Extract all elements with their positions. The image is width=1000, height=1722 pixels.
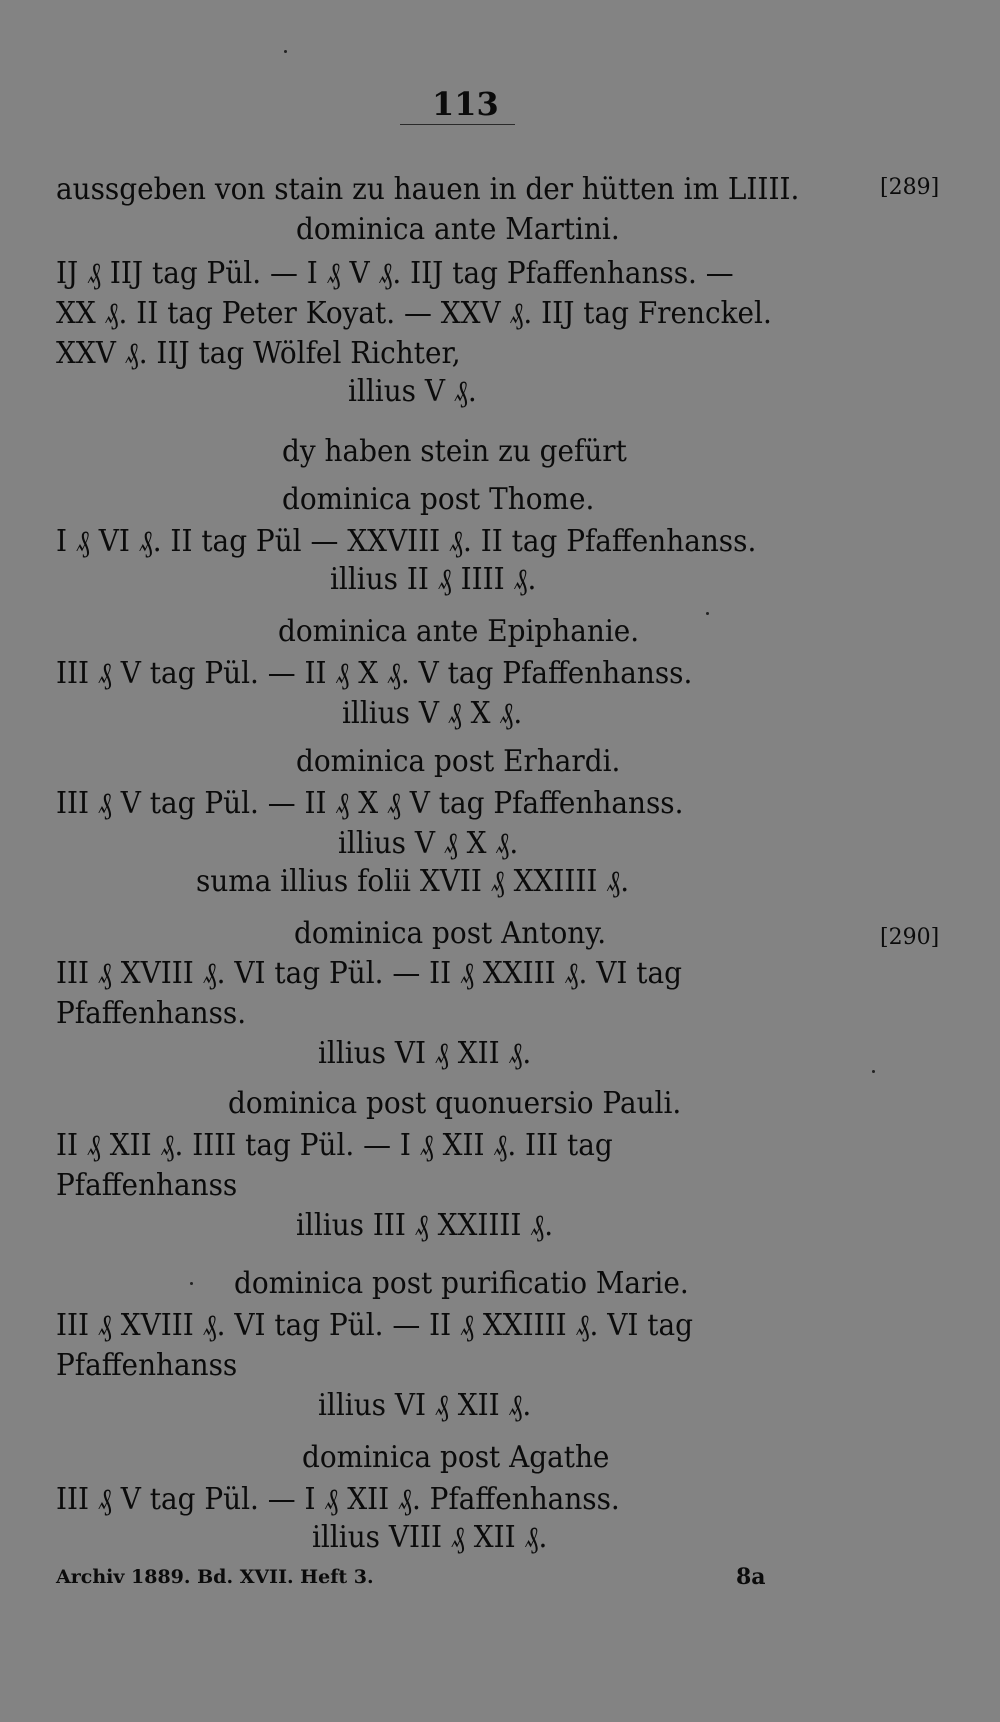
printer-signature-mark: 8a <box>736 1564 766 1590</box>
text-line: III ₰ V tag Pül. — II ₰ X ₰ V tag Pfaffenhanss. <box>56 786 684 821</box>
text-line: dominica post Agathe <box>302 1440 610 1475</box>
scan-speck <box>190 1282 193 1285</box>
scan-speck <box>872 1070 875 1073</box>
text-line: dominica post Thome. <box>282 482 595 517</box>
scan-speck <box>706 612 709 615</box>
text-line: dominica ante Epiphanie. <box>278 614 640 649</box>
text-line: suma illius folii XVII ₰ XXIIII ₰. <box>196 864 630 899</box>
text-line: aussgeben von stain zu hauen in der hütten im LIIII. <box>56 172 800 207</box>
text-line: Pfaffenhanss <box>56 1348 238 1383</box>
text-line: XXV ₰. IIJ tag Wölfel Richter, <box>56 336 461 371</box>
text-line: III ₰ XVIII ₰. VI tag Pül. — II ₰ XXIII ₰. VI tag <box>56 956 682 991</box>
text-line: illius III ₰ XXIIII ₰. <box>296 1208 554 1243</box>
page-number: 113 <box>432 85 499 123</box>
text-line: illius VI ₰ XII ₰. <box>318 1388 532 1423</box>
text-line: dominica post purificatio Marie. <box>234 1266 689 1301</box>
text-line: dominica post Erhardi. <box>296 744 621 779</box>
text-line: IJ ₰ IIJ tag Pül. — I ₰ V ₰. IIJ tag Pfaffenhanss. — <box>56 256 734 291</box>
text-line: illius II ₰ IIII ₰. <box>330 562 537 597</box>
text-line: I ₰ VI ₰. II tag Pül — XXVIII ₰. II tag Pfaffenhanss. <box>56 524 757 559</box>
text-line: III ₰ V tag Pül. — II ₰ X ₰. V tag Pfaffenhanss. <box>56 656 693 691</box>
text-line: Pfaffenhanss <box>56 1168 238 1203</box>
text-line: illius V ₰. <box>348 374 477 409</box>
text-line: III ₰ V tag Pül. — I ₰ XII ₰. Pfaffenhanss. <box>56 1482 620 1517</box>
text-line: illius VI ₰ XII ₰. <box>318 1036 532 1071</box>
text-line: II ₰ XII ₰. IIII tag Pül. — I ₰ XII ₰. III tag <box>56 1128 613 1163</box>
text-line: dominica post Antony. <box>294 916 607 951</box>
text-line: III ₰ XVIII ₰. VI tag Pül. — II ₰ XXIIII ₰. VI tag <box>56 1308 694 1343</box>
header-rule <box>400 124 515 125</box>
text-line: Pfaffenhanss. <box>56 996 247 1031</box>
text-line: illius V ₰ X ₰. <box>342 696 523 731</box>
margin-ref-289: [289] <box>880 175 940 200</box>
text-line: dominica ante Martini. <box>296 212 620 247</box>
scan-speck <box>284 50 287 53</box>
text-line: illius V ₰ X ₰. <box>338 826 519 861</box>
footer-signature-line: Archiv 1889. Bd. XVII. Heft 3. <box>56 1566 374 1588</box>
text-line: illius VIII ₰ XII ₰. <box>312 1520 548 1555</box>
text-line: dy haben stein zu gefürt <box>282 434 627 469</box>
text-line: XX ₰. II tag Peter Koyat. — XXV ₰. IIJ tag Frenckel. <box>56 296 772 331</box>
text-line: dominica post quonuersio Pauli. <box>228 1086 682 1121</box>
margin-ref-290: [290] <box>880 925 940 950</box>
